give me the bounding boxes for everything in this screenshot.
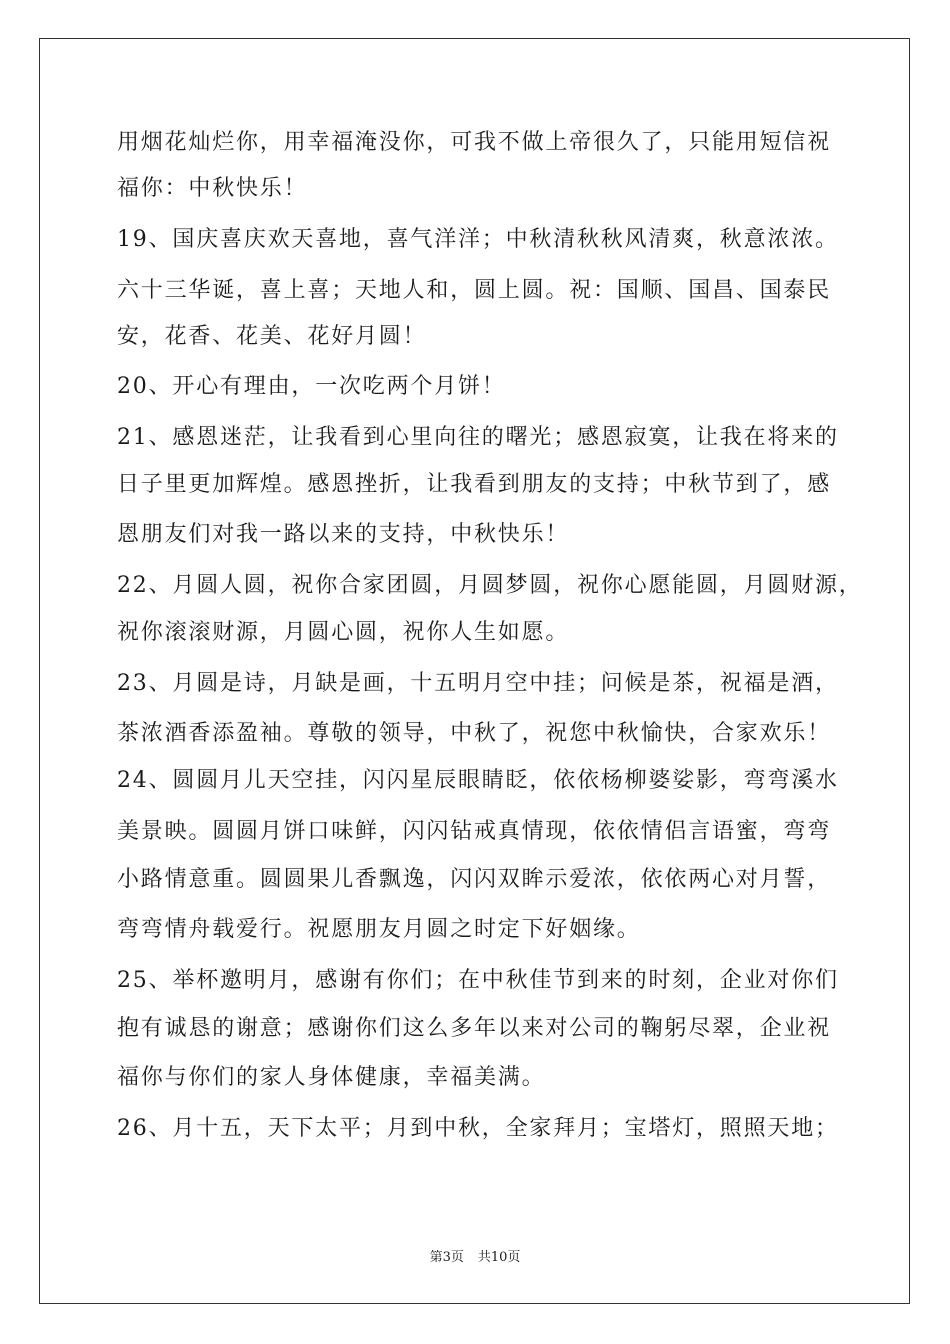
text-line: 抱有诚恳的谢意；感谢你们这么多年以来对公司的鞠躬尽翠，企业祝 xyxy=(117,1016,832,1041)
text-line: 茶浓酒香添盈袖。尊敬的领导，中秋了，祝您中秋愉快，合家欢乐！ xyxy=(117,721,832,746)
text-line: 26、月十五，天下太平；月到中秋，全家拜月；宝塔灯，照照天地； xyxy=(117,1116,839,1141)
text-line: 小路情意重。圆圆果儿香飘逸，闪闪双眸示爱浓，依依两心对月誓， xyxy=(117,867,832,892)
text-line: 22、月圆人圆，祝你合家团圆，月圆梦圆，祝你心愿能圆，月圆财源， xyxy=(117,573,863,598)
text-line: 六十三华诞，喜上喜；天地人和，圆上圆。祝：国顺、国昌、国泰民 xyxy=(117,278,832,303)
text-line: 祝你滚滚财源，月圆心圆，祝你人生如愿。 xyxy=(117,620,570,645)
text-line: 21、感恩迷茫，让我看到心里向往的曙光；感恩寂寞，让我在将来的 xyxy=(117,425,839,450)
text-line: 美景映。圆圆月饼口味鲜，闪闪钻戒真情现，依依情侣言语蜜，弯弯 xyxy=(117,819,832,844)
text-line: 24、圆圆月儿天空挂，闪闪星辰眼睛眨，依依杨柳婆娑影，弯弯溪水 xyxy=(117,768,839,793)
text-line: 福你：中秋快乐！ xyxy=(117,176,308,201)
text-line: 日子里更加辉煌。感恩挫折，让我看到朋友的支持；中秋节到了，感 xyxy=(117,472,832,497)
text-line: 23、月圆是诗，月缺是画，十五明月空中挂；问候是茶，祝福是酒， xyxy=(117,671,839,696)
text-line: 弯弯情舟载爱行。祝愿朋友月圆之时定下好姻缘。 xyxy=(117,917,641,942)
text-line: 用烟花灿烂你，用幸福淹没你，可我不做上帝很久了，只能用短信祝 xyxy=(117,130,832,155)
text-line: 福你与你们的家人身体健康，幸福美满。 xyxy=(117,1065,546,1090)
text-line: 19、国庆喜庆欢天喜地，喜气洋洋；中秋清秋秋风清爽，秋意浓浓。 xyxy=(117,227,839,252)
text-line: 恩朋友们对我一路以来的支持，中秋快乐！ xyxy=(117,522,570,547)
text-line: 安，花香、花美、花好月圆！ xyxy=(117,324,427,349)
text-line: 25、举杯邀明月，感谢有你们；在中秋佳节到来的时刻，企业对你们 xyxy=(117,968,839,993)
page-total: 共10页 xyxy=(477,1250,521,1265)
text-line: 20、开心有理由，一次吃两个月饼！ xyxy=(117,374,506,399)
page-footer xyxy=(0,1246,950,1265)
page-number: 第3页 xyxy=(429,1250,464,1265)
